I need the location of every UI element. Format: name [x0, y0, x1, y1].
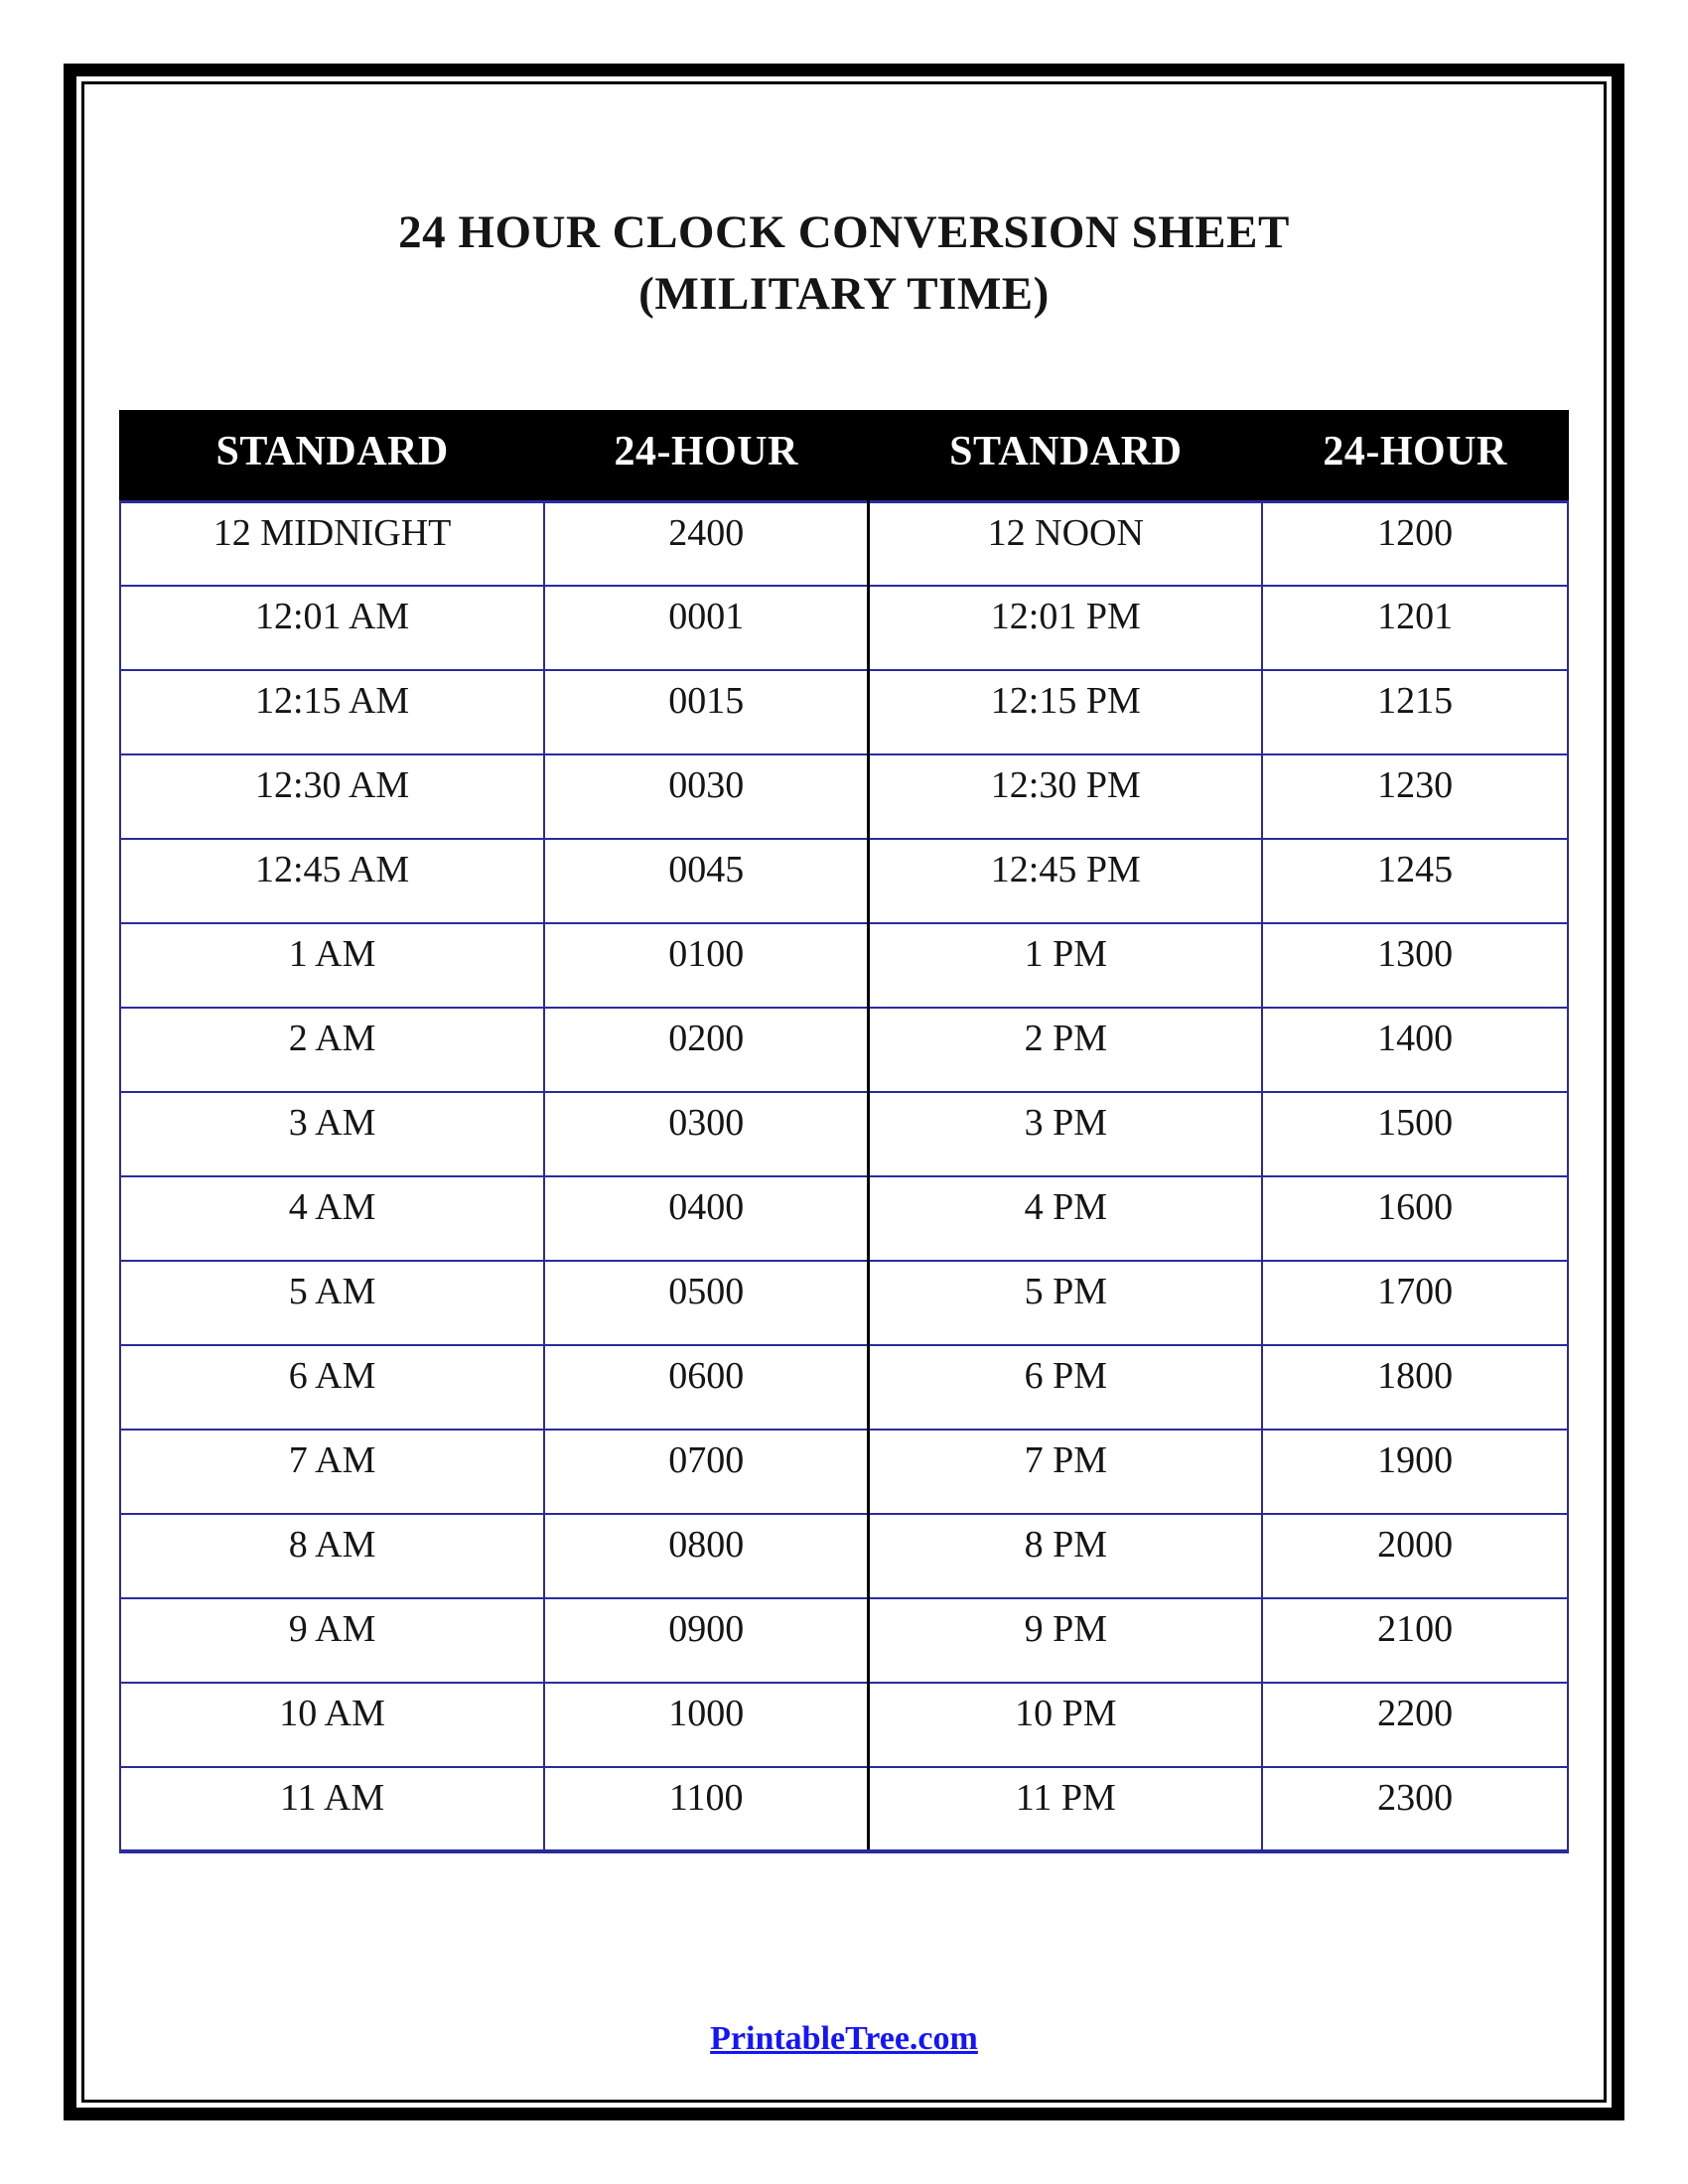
table-cell: 5 PM	[869, 1261, 1263, 1345]
document-title	[84, 202, 1604, 325]
table-cell: 1900	[1262, 1430, 1568, 1514]
table-cell: 2 AM	[120, 1008, 544, 1092]
table-cell: 1500	[1262, 1092, 1568, 1176]
table-cell: 1700	[1262, 1261, 1568, 1345]
page-border-inner	[81, 81, 1607, 2103]
table-body	[120, 501, 1568, 1851]
table-header-row	[120, 411, 1568, 501]
table-cell: 2300	[1262, 1767, 1568, 1851]
table-cell: 1 AM	[120, 923, 544, 1008]
table-row	[120, 839, 1568, 923]
table-cell: 0900	[544, 1598, 869, 1683]
table-cell: 0500	[544, 1261, 869, 1345]
table-cell: 9 PM	[869, 1598, 1263, 1683]
table-cell: 7 AM	[120, 1430, 544, 1514]
table-row	[120, 1514, 1568, 1598]
table-cell: 1215	[1262, 670, 1568, 754]
table-cell: 1200	[1262, 501, 1568, 586]
header-standard-left: STANDARD	[120, 411, 544, 501]
table-cell: 12:15 PM	[869, 670, 1263, 754]
table-cell: 1800	[1262, 1345, 1568, 1430]
table-cell: 0700	[544, 1430, 869, 1514]
table-cell: 3 PM	[869, 1092, 1263, 1176]
table-row	[120, 501, 1568, 586]
table-cell: 1400	[1262, 1008, 1568, 1092]
table-cell: 6 AM	[120, 1345, 544, 1430]
table-cell: 4 PM	[869, 1176, 1263, 1261]
table-cell: 1300	[1262, 923, 1568, 1008]
table-cell: 1100	[544, 1767, 869, 1851]
table-cell: 1245	[1262, 839, 1568, 923]
table-row	[120, 754, 1568, 839]
table-cell: 0100	[544, 923, 869, 1008]
table-cell: 5 AM	[120, 1261, 544, 1345]
table-row	[120, 1683, 1568, 1767]
table-cell: 0015	[544, 670, 869, 754]
table-cell: 1201	[1262, 586, 1568, 670]
table-cell: 2400	[544, 501, 869, 586]
footer	[84, 2020, 1604, 2058]
table-cell: 12:45 AM	[120, 839, 544, 923]
table-cell: 2 PM	[869, 1008, 1263, 1092]
table-row	[120, 670, 1568, 754]
header-24hour-right: 24-HOUR	[1262, 411, 1568, 501]
conversion-table	[119, 410, 1569, 1853]
table-cell: 0800	[544, 1514, 869, 1598]
table-cell: 3 AM	[120, 1092, 544, 1176]
table-row	[120, 923, 1568, 1008]
table-cell: 0300	[544, 1092, 869, 1176]
table-cell: 11 PM	[869, 1767, 1263, 1851]
table-cell: 12 MIDNIGHT	[120, 501, 544, 586]
table-cell: 4 AM	[120, 1176, 544, 1261]
table-row	[120, 1261, 1568, 1345]
table-cell: 12:45 PM	[869, 839, 1263, 923]
table-row	[120, 1767, 1568, 1851]
table-cell: 10 AM	[120, 1683, 544, 1767]
table-cell: 2100	[1262, 1598, 1568, 1683]
footer-link[interactable]: PrintableTree.com	[710, 2020, 978, 2057]
table-cell: 1600	[1262, 1176, 1568, 1261]
table-cell: 11 AM	[120, 1767, 544, 1851]
header-standard-right: STANDARD	[869, 411, 1263, 501]
table-cell: 0030	[544, 754, 869, 839]
table-row	[120, 1345, 1568, 1430]
table-cell: 8 PM	[869, 1514, 1263, 1598]
table-cell: 1 PM	[869, 923, 1263, 1008]
header-24hour-left: 24-HOUR	[544, 411, 869, 501]
table-cell: 10 PM	[869, 1683, 1263, 1767]
table-row	[120, 1008, 1568, 1092]
table-cell: 0600	[544, 1345, 869, 1430]
table-cell: 1230	[1262, 754, 1568, 839]
table-cell: 2000	[1262, 1514, 1568, 1598]
table-cell: 12:30 AM	[120, 754, 544, 839]
table-cell: 9 AM	[120, 1598, 544, 1683]
page-border-frame	[64, 64, 1624, 2120]
table-cell: 12:01 PM	[869, 586, 1263, 670]
table-cell: 0001	[544, 586, 869, 670]
table-cell: 0045	[544, 839, 869, 923]
table-cell: 7 PM	[869, 1430, 1263, 1514]
table-row	[120, 1598, 1568, 1683]
table-cell: 12:30 PM	[869, 754, 1263, 839]
table-cell: 1000	[544, 1683, 869, 1767]
table-cell: 8 AM	[120, 1514, 544, 1598]
title-line-2: (MILITARY TIME)	[638, 268, 1050, 321]
table-cell: 0400	[544, 1176, 869, 1261]
table-cell: 12:01 AM	[120, 586, 544, 670]
table-cell: 6 PM	[869, 1345, 1263, 1430]
table-cell: 12:15 AM	[120, 670, 544, 754]
table-cell: 2200	[1262, 1683, 1568, 1767]
table-row	[120, 1430, 1568, 1514]
table-cell: 0200	[544, 1008, 869, 1092]
title-line-1: 24 HOUR CLOCK CONVERSION SHEET	[398, 206, 1290, 258]
table-row	[120, 586, 1568, 670]
table-row	[120, 1092, 1568, 1176]
table-cell: 12 NOON	[869, 501, 1263, 586]
table-row	[120, 1176, 1568, 1261]
